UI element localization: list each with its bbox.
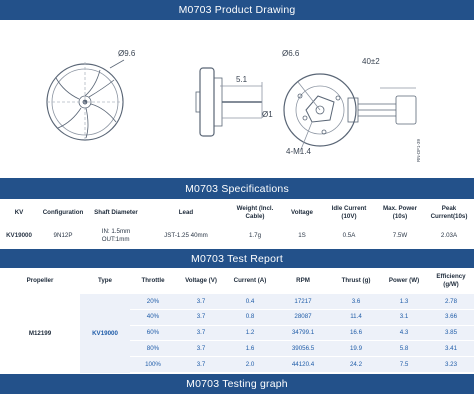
test-header-voltage: Voltage (V) xyxy=(185,277,217,285)
test-cell-voltage: 3.7 xyxy=(196,329,206,337)
spec-shaft-out: OUT:1mm xyxy=(101,236,130,243)
table-row xyxy=(130,341,474,357)
test-cell-rpm: 28087 xyxy=(294,313,312,321)
dim-diameter-6-6: Ø6.6 xyxy=(282,49,300,58)
spec-header-config: Configuration xyxy=(42,209,84,217)
back-view xyxy=(284,74,416,152)
side-view xyxy=(196,68,262,136)
test-cell-current: 0.4 xyxy=(245,297,255,305)
test-cell-throttle: 60% xyxy=(146,329,160,337)
spec-lead: JST-1.25 40mm xyxy=(164,232,208,240)
test-body xyxy=(0,294,474,373)
test-section-title: M0703 Test Report xyxy=(191,252,283,265)
test-cell-power: 4.3 xyxy=(399,329,409,337)
test-cell-efficiency: 2.78 xyxy=(444,297,458,305)
wire-note: RN-DF1-39 xyxy=(416,138,421,162)
spec-section-title: M0703 Specifications xyxy=(185,182,289,195)
test-cell-voltage: 3.7 xyxy=(196,297,206,305)
spec-value-row xyxy=(0,225,474,247)
product-drawing xyxy=(0,22,474,176)
spec-header-lead: Lead xyxy=(178,209,194,217)
test-cell-power: 1.3 xyxy=(399,297,409,305)
test-header-throttle: Throttle xyxy=(141,277,165,285)
spec-section-header xyxy=(0,178,474,199)
test-cell-current: 1.2 xyxy=(245,329,255,337)
dim-shaft-diameter: Ø1 xyxy=(262,110,273,119)
test-cell-efficiency: 3.85 xyxy=(444,329,458,337)
graph-section-title: M0703 Testing graph xyxy=(186,378,288,390)
spec-config: 9N12P xyxy=(53,232,73,240)
test-cell-throttle: 40% xyxy=(146,313,160,321)
table-row xyxy=(130,326,474,342)
test-cell-rpm: 17217 xyxy=(294,297,312,305)
test-cell-voltage: 3.7 xyxy=(196,344,206,352)
spec-header-peak: Peak Current(10s) xyxy=(430,205,468,220)
test-cell-rpm: 34799.1 xyxy=(291,329,315,337)
test-cell-thrust: 19.9 xyxy=(349,344,363,352)
test-propeller-cell xyxy=(0,294,80,373)
test-cell-current: 1.6 xyxy=(245,344,255,352)
test-cell-voltage: 3.7 xyxy=(196,360,206,368)
table-row xyxy=(130,310,474,326)
test-header-current: Current (A) xyxy=(233,277,267,285)
test-propeller: M12199 xyxy=(28,330,52,337)
test-cell-thrust: 11.4 xyxy=(350,313,362,321)
spec-header-row xyxy=(0,201,474,225)
spec-header-idle: Idle Current (10V) xyxy=(331,205,367,220)
spec-header-weight: Weight (Incl. Cable) xyxy=(236,205,274,220)
spec-peak: 2.03A xyxy=(440,232,458,240)
test-cell-efficiency: 3.41 xyxy=(444,344,458,352)
test-cell-thrust: 16.6 xyxy=(349,329,363,337)
product-drawing-svg xyxy=(0,22,474,176)
test-header-row xyxy=(0,268,474,294)
spec-header-max-power: Max. Power (10s) xyxy=(382,205,418,220)
spec-max-power: 7.5W xyxy=(392,232,408,240)
dim-mount-screws: 4-M1.4 xyxy=(286,147,311,156)
test-header-power: Power (W) xyxy=(388,277,420,285)
test-section-header xyxy=(0,249,474,268)
front-view xyxy=(47,60,124,142)
spec-idle: 0.5A xyxy=(342,232,356,240)
test-type-cell xyxy=(80,294,130,373)
test-header-rpm: RPM xyxy=(296,277,310,285)
test-cell-power: 3.1 xyxy=(399,313,409,321)
dim-lead-length: 40±2 xyxy=(362,57,380,66)
spec-shaft-in: IN: 1.5mm xyxy=(101,228,131,236)
graph-section-header xyxy=(0,374,474,394)
test-rows xyxy=(130,294,474,373)
test-type: KV19000 xyxy=(92,330,118,337)
test-cell-efficiency: 3.66 xyxy=(444,313,458,321)
table-row xyxy=(130,294,474,310)
test-header-efficiency: Efficiency (g/W) xyxy=(436,273,466,288)
test-header-propeller: Propeller xyxy=(26,277,54,285)
test-cell-power: 7.5 xyxy=(399,360,409,368)
test-cell-rpm: 44120.4 xyxy=(291,360,315,368)
test-header-thrust: Thrust (g) xyxy=(341,277,371,285)
dim-length-5-1: 5.1 xyxy=(236,75,248,84)
drawing-section-title: M0703 Product Drawing xyxy=(178,4,296,16)
test-cell-current: 0.8 xyxy=(245,313,255,321)
spec-header-shaft: Shaft Diameter xyxy=(94,209,138,217)
dim-diameter-9-6: Ø9.6 xyxy=(118,49,136,58)
test-cell-efficiency: 3.23 xyxy=(444,360,458,368)
spec-header-kv: KV xyxy=(14,209,24,217)
graph-area xyxy=(0,394,474,419)
spec-kv: KV19000 xyxy=(6,232,32,240)
spec-shaft xyxy=(88,225,144,247)
test-cell-throttle: 100% xyxy=(145,360,161,368)
spec-weight: 1.7g xyxy=(248,232,262,240)
spec-voltage: 1S xyxy=(298,232,306,240)
test-cell-current: 2.0 xyxy=(245,360,255,368)
test-cell-throttle: 80% xyxy=(146,344,160,352)
test-cell-thrust: 24.2 xyxy=(349,360,363,368)
test-cell-power: 5.8 xyxy=(399,344,409,352)
test-header-type: Type xyxy=(98,277,112,285)
test-cell-thrust: 3.6 xyxy=(351,297,361,305)
test-cell-voltage: 3.7 xyxy=(196,313,206,321)
test-cell-rpm: 39056.5 xyxy=(291,344,315,352)
table-row xyxy=(130,357,474,373)
spec-header-voltage: Voltage xyxy=(291,209,313,217)
drawing-section-header xyxy=(0,0,474,20)
test-report-table xyxy=(0,268,474,373)
test-cell-throttle: 20% xyxy=(146,297,160,305)
